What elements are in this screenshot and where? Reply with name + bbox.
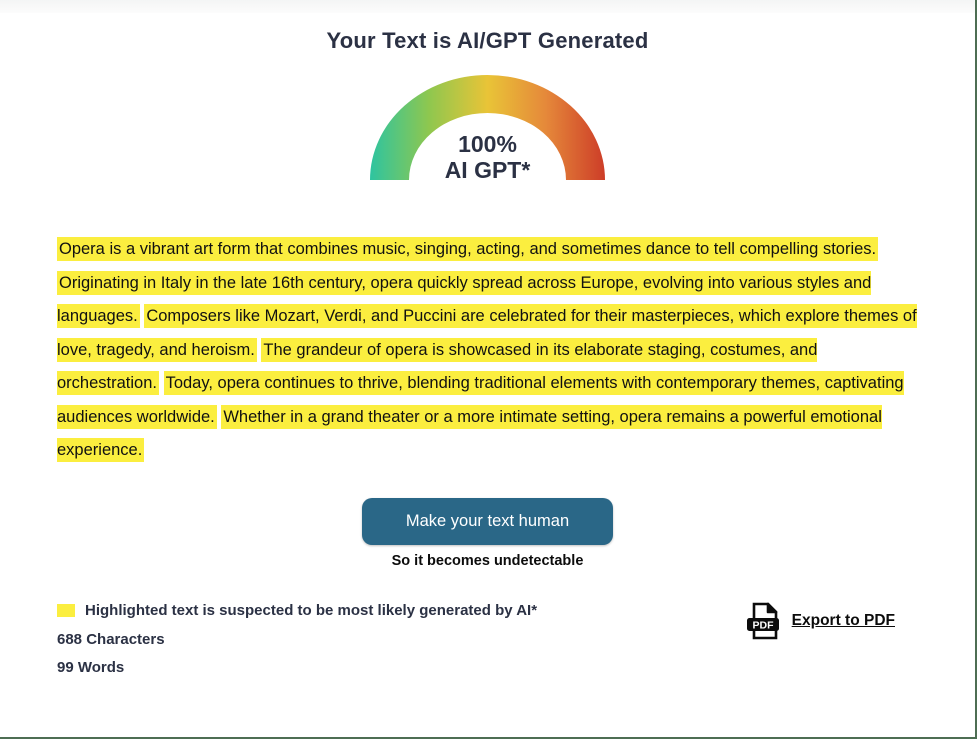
gauge-score-text bbox=[369, 131, 606, 183]
word-count: 99 Words bbox=[57, 658, 125, 676]
stats-column bbox=[57, 602, 537, 675]
cta-area bbox=[0, 498, 975, 569]
cta-subtext: So it becomes undetectable bbox=[391, 552, 584, 569]
ai-score-gauge bbox=[369, 74, 606, 181]
gauge-source: AI GPT* bbox=[444, 157, 531, 183]
highlighted-sentence: Opera is a vibrant art form that combines music, singing, acting, and sometimes dance to tell compelling stories. bbox=[57, 237, 878, 261]
results-footer bbox=[57, 602, 895, 675]
highlighted-sentence: The grandeur of opera is showcased in its elaborate staging, costumes, and orchestration. bbox=[57, 338, 817, 396]
highlighted-sentence: Composers like Mozart, Verdi, and Puccini are celebrated for their masterpieces, which explore themes of love, tragedy, and heroism. bbox=[57, 304, 917, 362]
highlighted-sentence: Today, opera continues to thrive, blending traditional elements with contemporary themes, captivating audiences worldwide. bbox=[57, 371, 904, 429]
analyzed-text-paragraph bbox=[57, 233, 918, 468]
page-top-edge bbox=[0, 0, 975, 13]
highlighted-sentence: Originating in Italy in the late 16th century, opera quickly spread across Europe, evolving into various styles and languages. bbox=[57, 271, 871, 329]
highlighted-sentence: Whether in a grand theater or a more intimate setting, opera remains a powerful emotional experience. bbox=[57, 405, 882, 463]
gauge-percent: 100% bbox=[458, 131, 517, 157]
export-label: Export to PDF bbox=[791, 611, 895, 629]
export-to-pdf-link[interactable] bbox=[746, 602, 895, 640]
svg-text:PDF: PDF bbox=[752, 619, 774, 631]
make-text-human-button[interactable]: Make your text human bbox=[362, 498, 613, 545]
highlight-legend bbox=[57, 602, 537, 619]
legend-label: Highlighted text is suspected to be most likely generated by AI* bbox=[85, 601, 538, 619]
page-title: Your Text is AI/GPT Generated bbox=[326, 28, 649, 53]
character-count: 688 Characters bbox=[57, 630, 165, 648]
pdf-file-icon bbox=[746, 602, 782, 640]
highlight-swatch-icon bbox=[57, 604, 75, 617]
